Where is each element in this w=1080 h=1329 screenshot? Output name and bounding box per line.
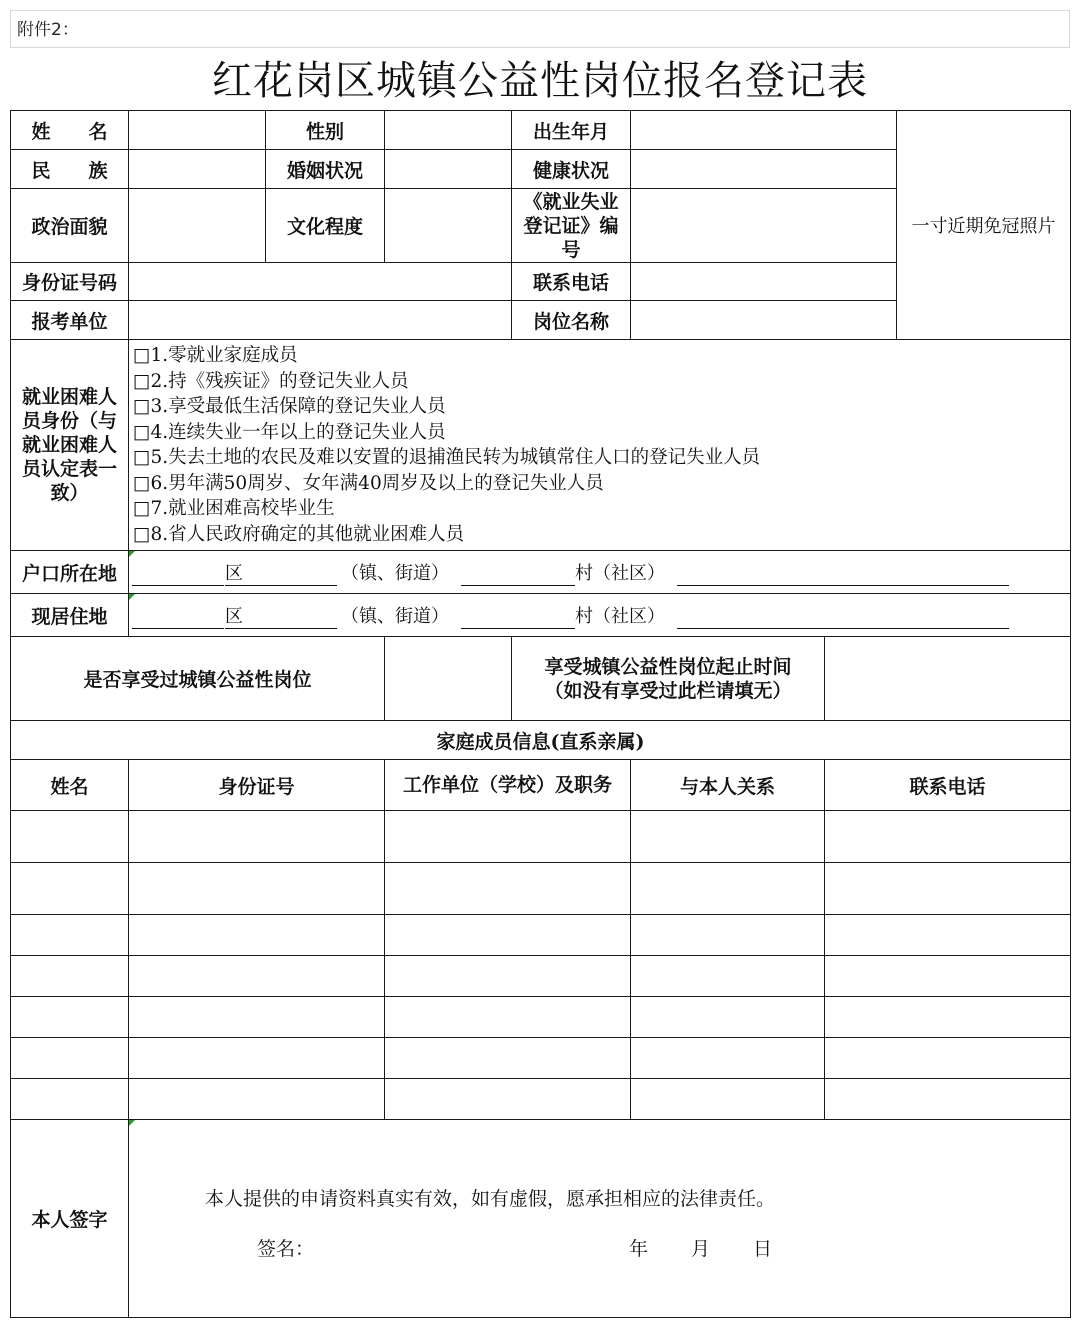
family-cell[interactable]: [825, 956, 1071, 997]
comment-marker-icon: [129, 551, 135, 557]
difficulty-option-1[interactable]: □1.零就业家庭成员: [133, 345, 298, 366]
family-cell[interactable]: [385, 1038, 631, 1079]
difficulty-options: [129, 340, 1071, 551]
family-header-id: 身份证号: [129, 760, 385, 811]
family-cell[interactable]: [129, 997, 385, 1038]
registration-form: [10, 110, 1071, 1318]
apply-unit-field[interactable]: [129, 301, 512, 340]
family-cell[interactable]: [11, 811, 129, 863]
position-label: 岗位名称: [512, 301, 631, 340]
family-cell[interactable]: [825, 863, 1071, 915]
family-cell[interactable]: [11, 997, 129, 1038]
birth-label: 出生年月: [512, 111, 631, 150]
family-cell[interactable]: [825, 915, 1071, 956]
gender-label: 性别: [266, 111, 385, 150]
family-cell[interactable]: [129, 956, 385, 997]
hukou-town-blank[interactable]: [461, 585, 575, 586]
family-cell[interactable]: [631, 956, 825, 997]
family-cell[interactable]: [631, 1079, 825, 1120]
family-cell[interactable]: [631, 811, 825, 863]
residence-town-blank[interactable]: [461, 628, 575, 629]
family-cell[interactable]: [825, 811, 1071, 863]
gender-field[interactable]: [385, 111, 512, 150]
difficulty-option-2[interactable]: □2.持《残疾证》的登记失业人员: [133, 370, 409, 392]
difficulty-option-5[interactable]: □5.失去土地的农民及难以安置的退捕渔民转为城镇常住人口的登记失业人员: [133, 447, 761, 468]
public-post-period-field[interactable]: [825, 637, 1071, 721]
residence-address: [129, 594, 1071, 637]
name-label: 姓 名: [11, 111, 129, 150]
marital-label: 婚姻状况: [266, 150, 385, 189]
signature-label: 本人签字: [11, 1120, 129, 1318]
family-cell[interactable]: [631, 863, 825, 915]
family-cell[interactable]: [11, 863, 129, 915]
difficulty-option-3[interactable]: □3.享受最低生活保障的登记失业人员: [133, 396, 446, 417]
table-row: [11, 915, 1071, 956]
hukou-town-text: （镇、街道）: [341, 563, 449, 584]
family-header-work: 工作单位（学校）及职务: [385, 760, 631, 811]
family-cell[interactable]: [385, 1079, 631, 1120]
residence-village-text: 村（社区）: [575, 606, 665, 627]
ethnicity-field[interactable]: [129, 150, 266, 189]
table-row: [11, 1079, 1071, 1120]
residence-detail-blank[interactable]: [677, 628, 1009, 629]
id-number-field[interactable]: [129, 263, 512, 301]
phone-field[interactable]: [631, 263, 897, 301]
difficulty-option-7[interactable]: □7.就业困难高校毕业生: [133, 498, 335, 519]
difficulty-option-6[interactable]: □6.男年满50周岁、女年满40周岁及以上的登记失业人员: [133, 472, 604, 494]
public-post-period-line1: 享受城镇公益性岗位起止时间: [544, 655, 792, 678]
comment-marker-icon: [129, 594, 135, 600]
residence-district-blank[interactable]: [132, 628, 224, 629]
public-post-period-label: [512, 637, 825, 721]
hukou-district-text: 区: [225, 563, 243, 584]
family-cell[interactable]: [129, 811, 385, 863]
page-title: 红花岗区城镇公益性岗位报名登记表: [212, 58, 868, 104]
family-cell[interactable]: [385, 863, 631, 915]
residence-district-underline: [225, 628, 337, 629]
family-cell[interactable]: [11, 915, 129, 956]
family-cell[interactable]: [631, 997, 825, 1038]
family-cell[interactable]: [129, 1038, 385, 1079]
hukou-address: [129, 551, 1071, 594]
comment-marker-icon: [129, 1120, 135, 1126]
health-field[interactable]: [631, 150, 897, 189]
sign-label: 签名：: [257, 1238, 315, 1260]
family-cell[interactable]: [129, 1079, 385, 1120]
photo-box[interactable]: 一寸近期免冠照片: [897, 111, 1071, 340]
family-cell[interactable]: [825, 1079, 1071, 1120]
family-header-name: 姓名: [11, 760, 129, 811]
hukou-district-underline: [225, 585, 337, 586]
day-label: 日: [753, 1238, 773, 1260]
table-row: [11, 811, 1071, 863]
family-cell[interactable]: [129, 915, 385, 956]
family-cell[interactable]: [385, 915, 631, 956]
family-cell[interactable]: [11, 1079, 129, 1120]
family-header-relation: 与本人关系: [631, 760, 825, 811]
table-row: [11, 863, 1071, 915]
family-cell[interactable]: [631, 915, 825, 956]
family-cell[interactable]: [825, 1038, 1071, 1079]
hukou-label: 户口所在地: [11, 551, 129, 594]
table-row: [11, 1038, 1071, 1079]
difficulty-label: 就业困难人员身份（与就业困难人员认定表一致）: [11, 340, 129, 551]
family-cell[interactable]: [385, 997, 631, 1038]
family-section-title: 家庭成员信息(直系亲属): [11, 721, 1071, 760]
family-cell[interactable]: [11, 956, 129, 997]
table-row: [11, 956, 1071, 997]
year-label: 年: [629, 1238, 649, 1260]
education-label: 文化程度: [266, 189, 385, 263]
family-cell[interactable]: [129, 863, 385, 915]
hukou-district-blank[interactable]: [132, 585, 224, 586]
residence-label: 现居住地: [11, 594, 129, 637]
health-label: 健康状况: [512, 150, 631, 189]
public-post-answer[interactable]: [385, 637, 512, 721]
annex-label: 附件2：: [10, 10, 1070, 48]
apply-unit-label: 报考单位: [11, 301, 129, 340]
residence-town-text: （镇、街道）: [341, 606, 449, 627]
marital-field[interactable]: [385, 150, 512, 189]
birth-field[interactable]: [631, 111, 897, 150]
family-cell[interactable]: [825, 997, 1071, 1038]
political-label: 政治面貌: [11, 189, 129, 263]
education-field[interactable]: [385, 189, 512, 263]
phone-label: 联系电话: [512, 263, 631, 301]
public-post-period-line2: （如没有享受过此栏请填无）: [544, 679, 792, 702]
signature-area[interactable]: [129, 1120, 1071, 1318]
difficulty-option-8[interactable]: □8.省人民政府确定的其他就业困难人员: [133, 523, 465, 545]
employment-card-field[interactable]: [631, 189, 897, 263]
position-field[interactable]: [631, 301, 897, 340]
family-cell[interactable]: [385, 811, 631, 863]
political-field[interactable]: [129, 189, 266, 263]
family-header-phone: 联系电话: [825, 760, 1071, 811]
employment-card-label: 《就业失业登记证》编号: [512, 189, 631, 263]
difficulty-option-4[interactable]: □4.连续失业一年以上的登记失业人员: [133, 421, 446, 443]
family-cell[interactable]: [11, 1038, 129, 1079]
ethnicity-label: 民 族: [11, 150, 129, 189]
month-label: 月: [691, 1238, 711, 1260]
hukou-village-text: 村（社区）: [575, 563, 665, 584]
table-row: [11, 997, 1071, 1038]
residence-district-text: 区: [225, 606, 243, 627]
declaration-text: 本人提供的申请资料真实有效，如有虚假，愿承担相应的法律责任。: [205, 1188, 776, 1210]
public-post-question: 是否享受过城镇公益性岗位: [11, 637, 385, 721]
id-number-label: 身份证号码: [11, 263, 129, 301]
family-cell[interactable]: [631, 1038, 825, 1079]
family-cell[interactable]: [385, 956, 631, 997]
name-field[interactable]: [129, 111, 266, 150]
hukou-detail-blank[interactable]: [677, 585, 1009, 586]
